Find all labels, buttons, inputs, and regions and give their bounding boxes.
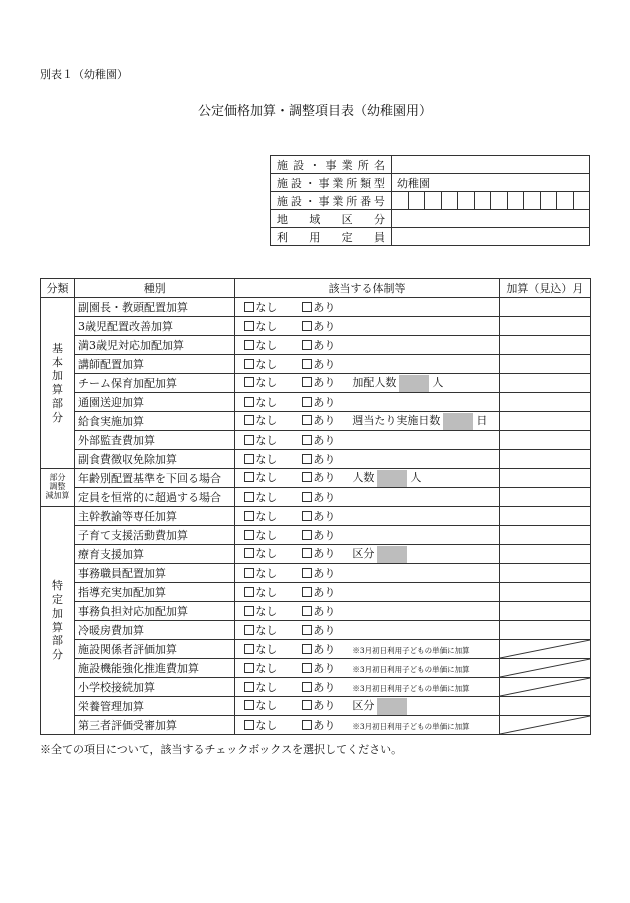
checkbox-none[interactable] [244,340,254,350]
table-row [41,450,591,469]
checkbox-none[interactable] [244,548,254,558]
capacity-row [271,228,590,246]
diagonal-strike [500,678,590,696]
checkbox-yes[interactable] [302,321,312,331]
option-yes[interactable]: あり [302,697,352,713]
item-name: 子育て支援活動費加算 [75,526,235,545]
checkbox-yes[interactable] [302,625,312,635]
table-row [41,469,591,488]
option-yes[interactable]: あり [302,603,352,619]
extra-field: 区分 [352,545,410,563]
option-none[interactable]: なし [244,545,302,561]
option-none[interactable]: なし [244,717,302,733]
checkbox-none[interactable] [244,511,254,521]
table-row [41,298,591,317]
table-body [41,298,591,735]
category-adjust: 部分 調整 減加算 [41,469,75,507]
option-none[interactable]: なし [244,469,302,485]
checkbox-yes[interactable] [302,720,312,730]
item-name: 副園長・教頭配置加算 [75,298,235,317]
item-name: 事務職員配置加算 [75,564,235,583]
option-yes[interactable]: あり [302,584,352,600]
option-none[interactable]: なし [244,584,302,600]
addition-cell-disabled [499,716,590,735]
addition-cell[interactable] [499,564,590,583]
input-shaded-cell[interactable] [377,470,407,487]
system-cell [235,602,499,621]
diagonal-strike [500,659,590,677]
item-name: 指導充実加配加算 [75,583,235,602]
addition-cell[interactable] [499,412,590,431]
system-cell [235,469,499,488]
option-yes[interactable]: あり [302,356,352,372]
option-none[interactable]: なし [244,679,302,695]
table-row [41,317,591,336]
system-cell [235,659,499,678]
option-yes[interactable]: あり [302,545,352,561]
table-row [41,488,591,507]
option-none[interactable]: なし [244,603,302,619]
system-cell [235,298,499,317]
checkbox-yes[interactable] [302,548,312,558]
addition-cell[interactable] [499,469,590,488]
checkbox-yes[interactable] [302,511,312,521]
table-row [41,697,591,716]
table-row [41,602,591,621]
checkbox-none[interactable] [244,321,254,331]
option-yes[interactable]: あり [302,299,352,315]
table-row [41,716,591,735]
option-none[interactable]: なし [244,641,302,657]
table-row [41,374,591,393]
checkbox-yes[interactable] [302,700,312,710]
option-yes[interactable]: あり [302,451,352,467]
checkbox-none[interactable] [244,530,254,540]
checkbox-none[interactable] [244,606,254,616]
addition-cell[interactable] [499,355,590,374]
system-cell [235,393,499,412]
option-yes[interactable]: あり [302,641,352,657]
checkbox-none[interactable] [244,682,254,692]
item-name: 外部監査費加算 [75,431,235,450]
header-system: 該当する体制等 [235,279,499,298]
addition-cell[interactable] [499,393,590,412]
checkbox-yes[interactable] [302,587,312,597]
checkbox-none[interactable] [244,720,254,730]
addition-cell-disabled [499,678,590,697]
category-specific: 特 定 加 算 部 分 [41,507,75,735]
table-row [41,659,591,678]
system-cell [235,488,499,507]
system-cell [235,431,499,450]
table-row [41,564,591,583]
capacity-field[interactable] [392,228,590,246]
option-yes[interactable]: あり [302,432,352,448]
checkbox-yes[interactable] [302,340,312,350]
extra-field: 区分 [352,697,410,715]
checkbox-none[interactable] [244,663,254,673]
addition-cell[interactable] [499,507,590,526]
checkbox-yes[interactable] [302,530,312,540]
checkbox-yes[interactable] [302,397,312,407]
region-class-field[interactable] [392,210,590,228]
table-row [41,583,591,602]
table-row [41,431,591,450]
option-none[interactable]: なし [244,565,302,581]
checkbox-none[interactable] [244,302,254,312]
checkbox-none[interactable] [244,625,254,635]
item-name: 給食実施加算 [75,412,235,431]
option-yes[interactable]: あり [302,489,352,505]
item-name: 通園送迎加算 [75,393,235,412]
header-addition: 加算（見込）月 [499,279,590,298]
option-none[interactable]: なし [244,412,302,428]
option-yes[interactable]: あり [302,318,352,334]
system-cell [235,412,499,431]
option-none[interactable]: なし [244,697,302,713]
addition-cell[interactable] [499,374,590,393]
region-class-row [271,210,590,228]
table-row [41,526,591,545]
diagonal-strike [500,716,590,734]
table-row [41,336,591,355]
checkbox-none[interactable] [244,435,254,445]
checkbox-yes[interactable] [302,359,312,369]
addition-cell[interactable] [499,621,590,640]
checkbox-none[interactable] [244,454,254,464]
unit-price-note: ※3月初日利用子どもの単価に加算 [352,684,470,693]
table-row [41,393,591,412]
table-row [41,507,591,526]
item-name: 事務負担対応加配加算 [75,602,235,621]
unit-price-note: ※3月初日利用子どもの単価に加算 [352,665,470,674]
system-cell [235,716,499,735]
region-class-label: 地 域 区 分 [271,210,392,228]
extra-field: 加配人数 人 [352,374,443,392]
option-none[interactable]: なし [244,660,302,676]
option-none[interactable]: なし [244,622,302,638]
facility-type-row [271,174,590,192]
option-none[interactable]: なし [244,318,302,334]
option-yes[interactable]: あり [302,622,352,638]
option-none[interactable]: なし [244,299,302,315]
table-row [41,545,591,564]
facility-number-field[interactable] [392,192,590,210]
table-row [41,355,591,374]
system-cell [235,564,499,583]
checkbox-yes[interactable] [302,492,312,502]
option-none[interactable]: なし [244,489,302,505]
diagonal-strike [500,640,590,658]
input-shaded-cell[interactable] [377,698,407,715]
option-yes[interactable]: あり [302,717,352,733]
option-yes[interactable]: あり [302,394,352,410]
item-name: 副食費徴収免除加算 [75,450,235,469]
checkbox-none[interactable] [244,415,254,425]
option-yes[interactable]: あり [302,412,352,428]
option-none[interactable]: なし [244,527,302,543]
system-cell [235,621,499,640]
checkbox-yes[interactable] [302,663,312,673]
header-type: 種別 [75,279,235,298]
checkbox-yes[interactable] [302,415,312,425]
checkbox-yes[interactable] [302,644,312,654]
option-yes[interactable]: あり [302,527,352,543]
option-yes[interactable]: あり [302,508,352,524]
checkbox-yes[interactable] [302,472,312,482]
system-cell [235,697,499,716]
addition-cell[interactable] [499,488,590,507]
checkbox-none[interactable] [244,492,254,502]
option-none[interactable]: なし [244,508,302,524]
option-yes[interactable]: あり [302,565,352,581]
checkbox-none[interactable] [244,568,254,578]
table-row [41,412,591,431]
option-yes[interactable]: あり [302,337,352,353]
input-shaded-cell[interactable] [399,375,429,392]
system-cell [235,526,499,545]
checkbox-yes[interactable] [302,606,312,616]
checkbox-none[interactable] [244,377,254,387]
addition-cell[interactable] [499,697,590,716]
item-name: 栄養管理加算 [75,697,235,716]
item-name: 施設機能強化推進費加算 [75,659,235,678]
facility-type-value: 幼稚園 [392,174,590,192]
item-name: 小学校接続加算 [75,678,235,697]
item-name: 年齢別配置基準を下回る場合 [75,469,235,488]
system-cell [235,355,499,374]
addition-cell[interactable] [499,602,590,621]
option-yes[interactable]: あり [302,660,352,676]
option-none[interactable]: なし [244,451,302,467]
system-cell [235,317,499,336]
extra-field: 週当たり実施日数 日 [352,412,487,430]
item-name: 満3歳児対応加配加算 [75,336,235,355]
option-none[interactable]: なし [244,356,302,372]
facility-number-digit-boxes[interactable] [392,192,589,209]
system-cell [235,640,499,659]
category-basic: 基 本 加 算 部 分 [41,298,75,469]
addition-cell[interactable] [499,431,590,450]
addition-cell[interactable] [499,545,590,564]
checkbox-yes[interactable] [302,302,312,312]
checkbox-none[interactable] [244,359,254,369]
option-yes[interactable]: あり [302,374,352,390]
checkbox-none[interactable] [244,397,254,407]
checkbox-yes[interactable] [302,454,312,464]
system-cell [235,583,499,602]
item-name: 主幹教諭等専任加算 [75,507,235,526]
system-cell [235,450,499,469]
item-name: 第三者評価受審加算 [75,716,235,735]
option-yes[interactable]: あり [302,679,352,695]
checkbox-none[interactable] [244,700,254,710]
table-row [41,640,591,659]
system-cell [235,374,499,393]
document-label: 別表１（幼稚園） [40,68,128,81]
header-category: 分類 [41,279,75,298]
page-title: 公定価格加算・調整項目表（幼稚園用） [197,104,432,119]
facility-name-row [271,156,590,174]
item-name: 冷暖房費加算 [75,621,235,640]
checkbox-yes[interactable] [302,377,312,387]
item-name: チーム保育加配加算 [75,374,235,393]
unit-price-note: ※3月初日利用子どもの単価に加算 [352,646,470,655]
system-cell [235,545,499,564]
system-cell [235,507,499,526]
addition-cell[interactable] [499,526,590,545]
facility-number-row [271,192,590,210]
facility-name-field[interactable] [392,156,590,174]
checkbox-yes[interactable] [302,682,312,692]
checkbox-yes[interactable] [302,435,312,445]
facility-type-label: 施 設 ・ 事 業 所 類 型 [271,174,392,192]
unit-price-note: ※3月初日利用子どもの単価に加算 [352,722,470,731]
table-row [41,621,591,640]
table-row [41,678,591,697]
system-cell [235,678,499,697]
item-name: 3歳児配置改善加算 [75,317,235,336]
option-none[interactable]: なし [244,394,302,410]
system-cell [235,336,499,355]
input-shaded-cell[interactable] [377,546,407,563]
checkbox-none[interactable] [244,472,254,482]
option-yes[interactable]: あり [302,469,352,485]
addition-cell[interactable] [499,450,590,469]
addition-items-table [40,278,591,735]
option-none[interactable]: なし [244,337,302,353]
extra-field: 人数 人 [352,469,421,487]
addition-cell[interactable] [499,583,590,602]
item-name: 療育支援加算 [75,545,235,564]
item-name: 施設関係者評価加算 [75,640,235,659]
facility-info-table [270,155,590,246]
checkbox-yes[interactable] [302,568,312,578]
input-shaded-cell[interactable] [443,413,473,430]
facility-number-label: 施 設 ・ 事 業 所 番 号 [271,192,392,210]
addition-cell-disabled [499,640,590,659]
table-header-row [41,279,591,298]
item-name: 講師配置加算 [75,355,235,374]
capacity-label: 利 用 定 員 [271,228,392,246]
addition-cell[interactable] [499,317,590,336]
option-none[interactable]: なし [244,374,302,390]
item-name: 定員を恒常的に超過する場合 [75,488,235,507]
facility-name-label: 施 設 ・ 事 業 所 名 [271,156,392,174]
addition-cell[interactable] [499,298,590,317]
checkbox-none[interactable] [244,587,254,597]
checkbox-none[interactable] [244,644,254,654]
footer-note: ※全ての項目について，該当するチェックボックスを選択してください。 [40,743,403,756]
addition-cell[interactable] [499,336,590,355]
option-none[interactable]: なし [244,432,302,448]
addition-cell-disabled [499,659,590,678]
